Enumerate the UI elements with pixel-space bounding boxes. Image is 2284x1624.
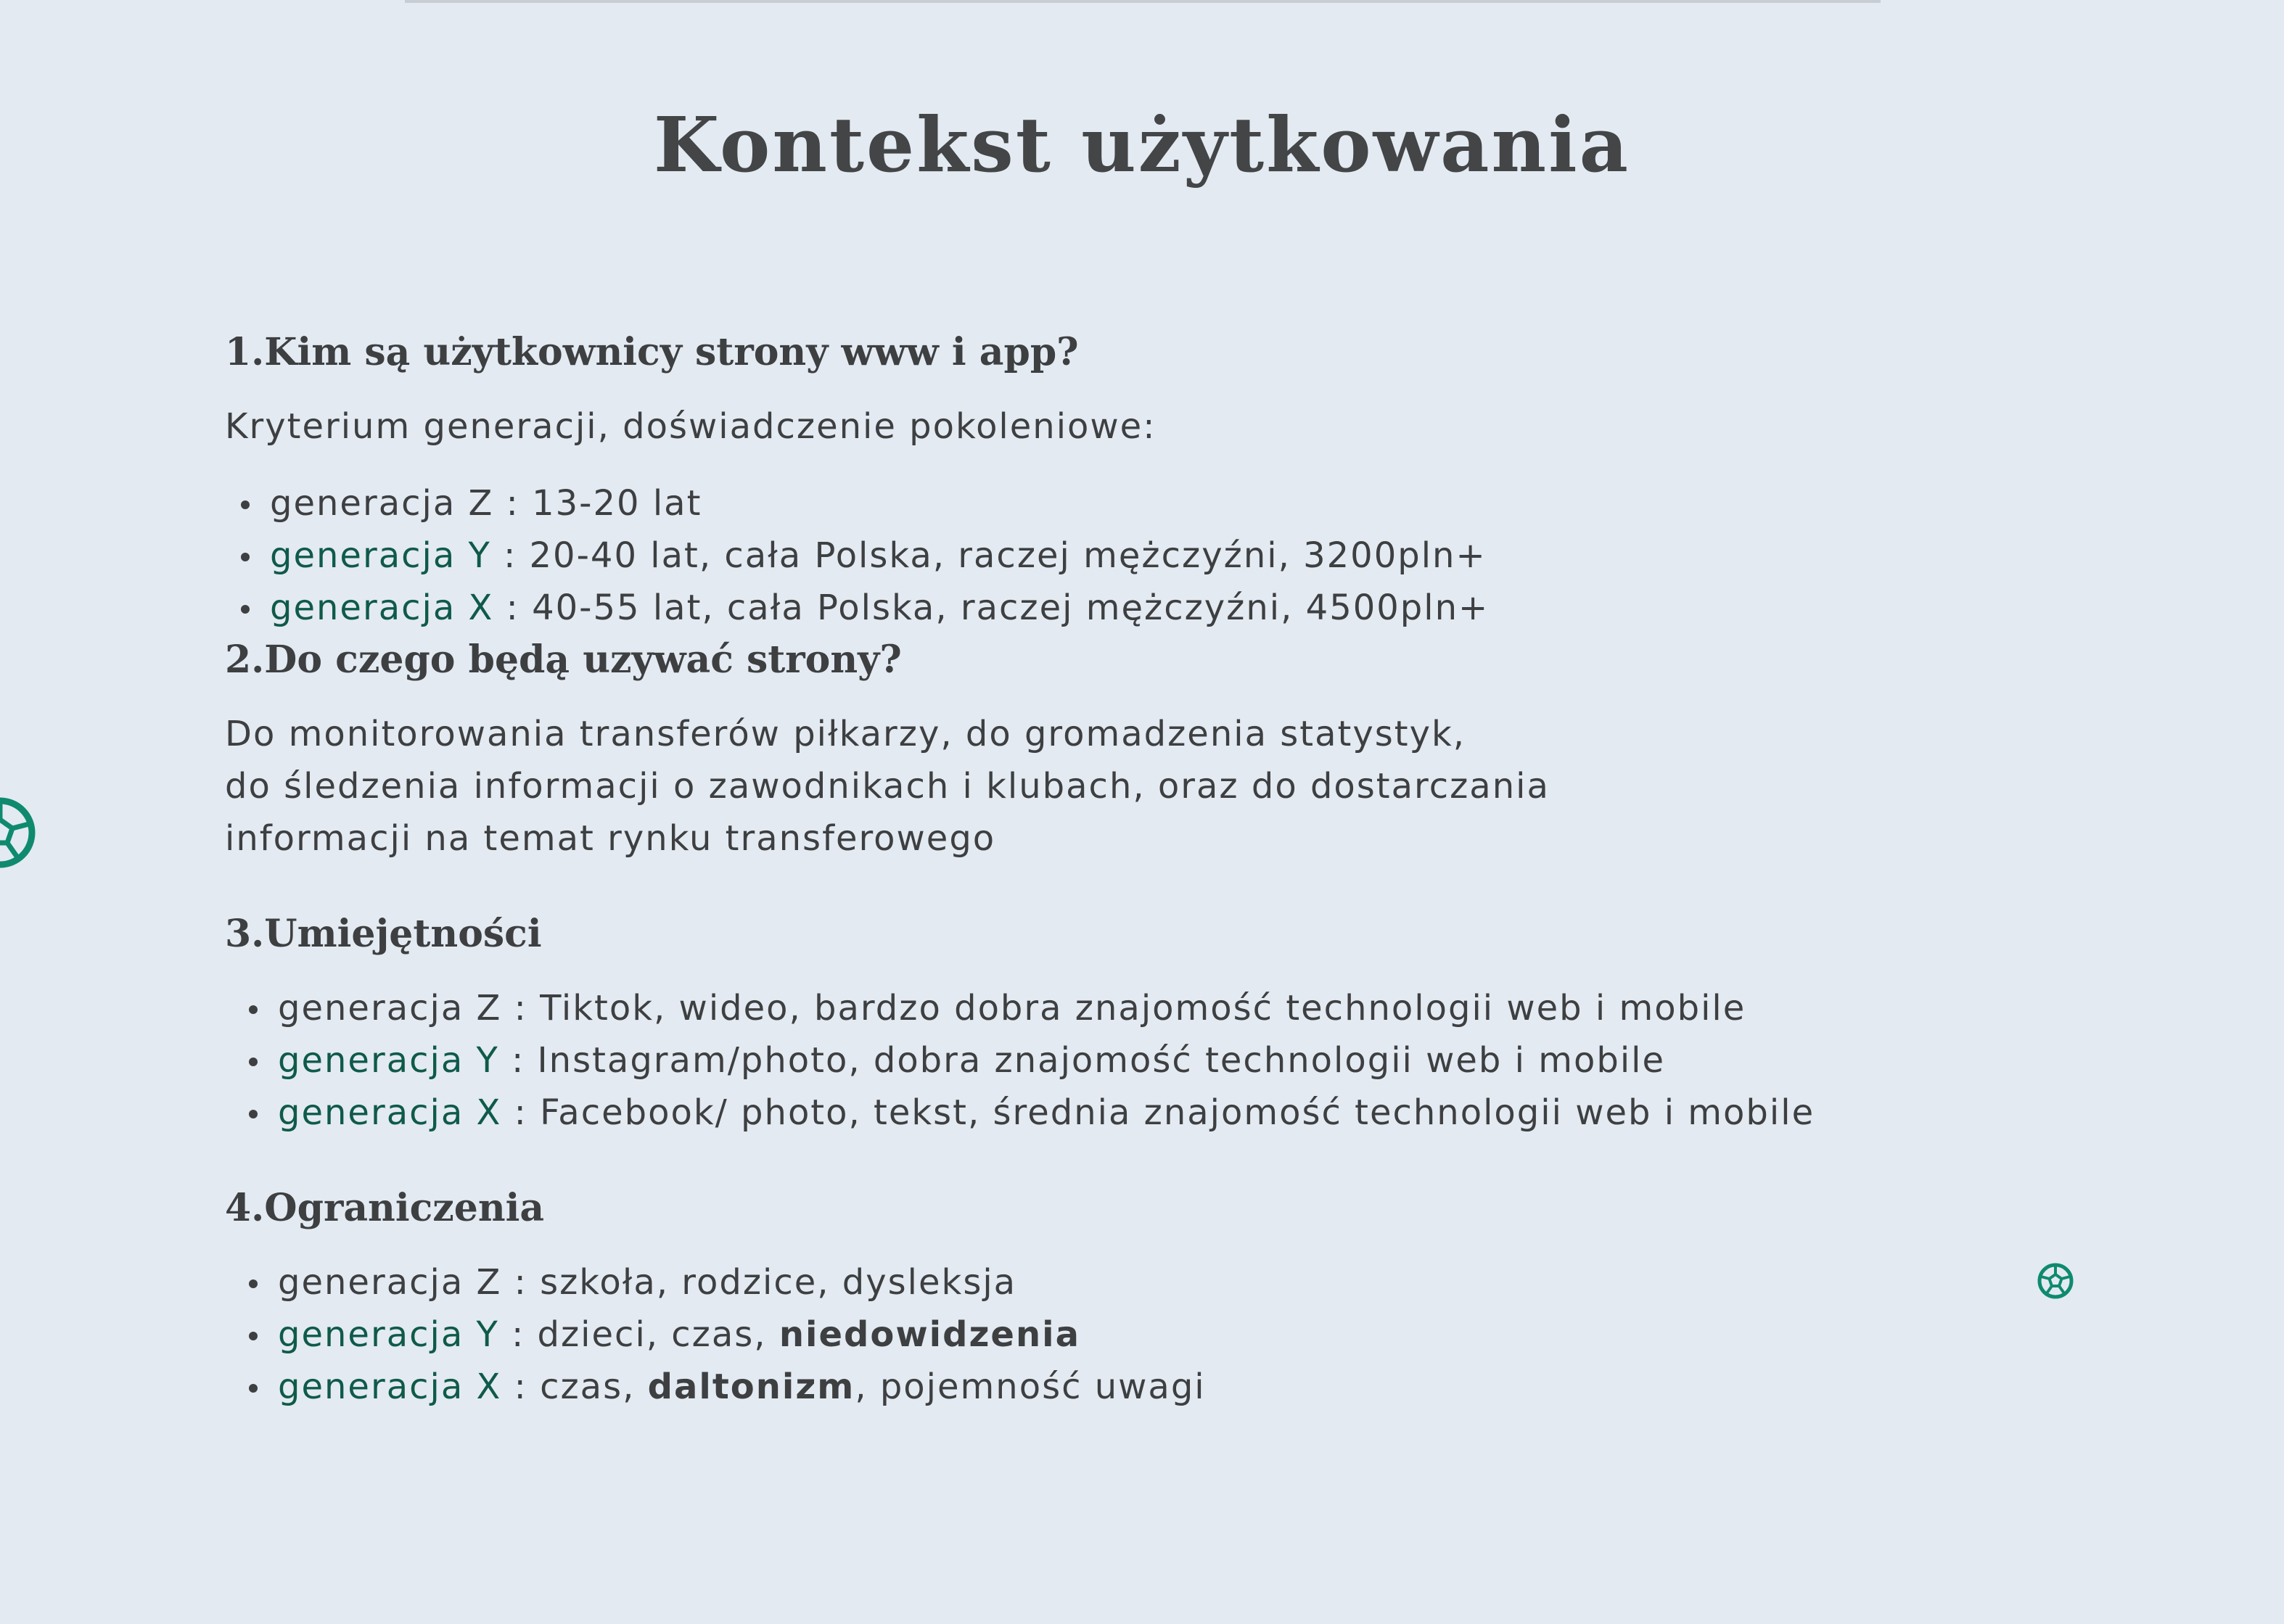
generation-label: generacja Y — [278, 1314, 499, 1355]
list-item-text: : 40-55 lat, cała Polska, raczej mężczyźni, 4500pln+ — [493, 588, 1490, 628]
section-heading-users: 1.Kim są użytkownicy strony www i app? — [225, 330, 1079, 374]
list-item-text: : czas, — [501, 1367, 648, 1407]
list-item-text: : dzieci, czas, — [498, 1314, 779, 1355]
limitations-list — [278, 1256, 1894, 1413]
content — [225, 326, 1894, 1413]
emphasis-text: daltonizm — [647, 1367, 855, 1407]
list-item-text: : Instagram/photo, dobra znajomość technologii web i mobile — [498, 1040, 1666, 1081]
list-item — [278, 1361, 1894, 1413]
skills-list — [278, 982, 1894, 1139]
generation-label: generacja X — [270, 588, 494, 628]
soccer-ball-icon — [0, 795, 38, 870]
section-heading-limitations: 4.Ograniczenia — [225, 1186, 545, 1230]
generation-label: generacja Y — [278, 1040, 499, 1081]
section-heading-purpose: 2.Do czego będą uzywać strony? — [225, 638, 902, 682]
list-item — [278, 1034, 1894, 1087]
list-item-text: , pojemność uwagi — [855, 1367, 1206, 1407]
list-item-text: : 20-40 lat, cała Polska, raczej mężczyźni, 3200pln+ — [490, 535, 1487, 576]
users-intro: Kryterium generacji, doświadczenie pokoleniowe: — [225, 406, 1157, 447]
emphasis-text: niedowidzenia — [779, 1314, 1080, 1355]
generation-label: generacja Y — [270, 535, 491, 576]
generation-label: generacja Z — [270, 483, 494, 524]
section-heading-skills: 3.Umiejętności — [225, 912, 542, 956]
generation-label: generacja Z — [278, 1262, 502, 1303]
purpose-line: Do monitorowania transferów piłkarzy, do gromadzenia statystyk, — [225, 714, 1466, 754]
generation-label: generacja X — [278, 1367, 502, 1407]
purpose-line: do śledzenia informacji o zawodnikach i klubach, oraz do dostarczania — [225, 766, 1550, 807]
generation-label: generacja Z — [278, 988, 502, 1029]
list-item — [278, 982, 1894, 1034]
purpose-text — [225, 708, 1894, 865]
list-item — [270, 477, 1894, 529]
list-item-text: : Facebook/ photo, tekst, średnia znajomość technologii web i mobile — [501, 1092, 1815, 1133]
list-item — [278, 1308, 1894, 1361]
list-item — [270, 582, 1894, 634]
generation-label: generacja X — [278, 1092, 502, 1133]
list-item — [270, 529, 1894, 582]
purpose-line: informacji na temat rynku transferowego — [225, 818, 996, 859]
list-item-text: : szkoła, rodzice, dysleksja — [501, 1262, 1017, 1303]
page-title: Kontekst użytkowania — [653, 100, 1631, 189]
list-item — [278, 1256, 1894, 1308]
soccer-ball-icon — [2037, 1262, 2074, 1300]
list-item-text: : 13-20 lat — [493, 483, 702, 524]
list-item-text: : Tiktok, wideo, bardzo dobra znajomość technologii web i mobile — [501, 988, 1746, 1029]
top-divider — [405, 0, 1881, 3]
users-list — [270, 477, 1894, 634]
list-item — [278, 1087, 1894, 1139]
